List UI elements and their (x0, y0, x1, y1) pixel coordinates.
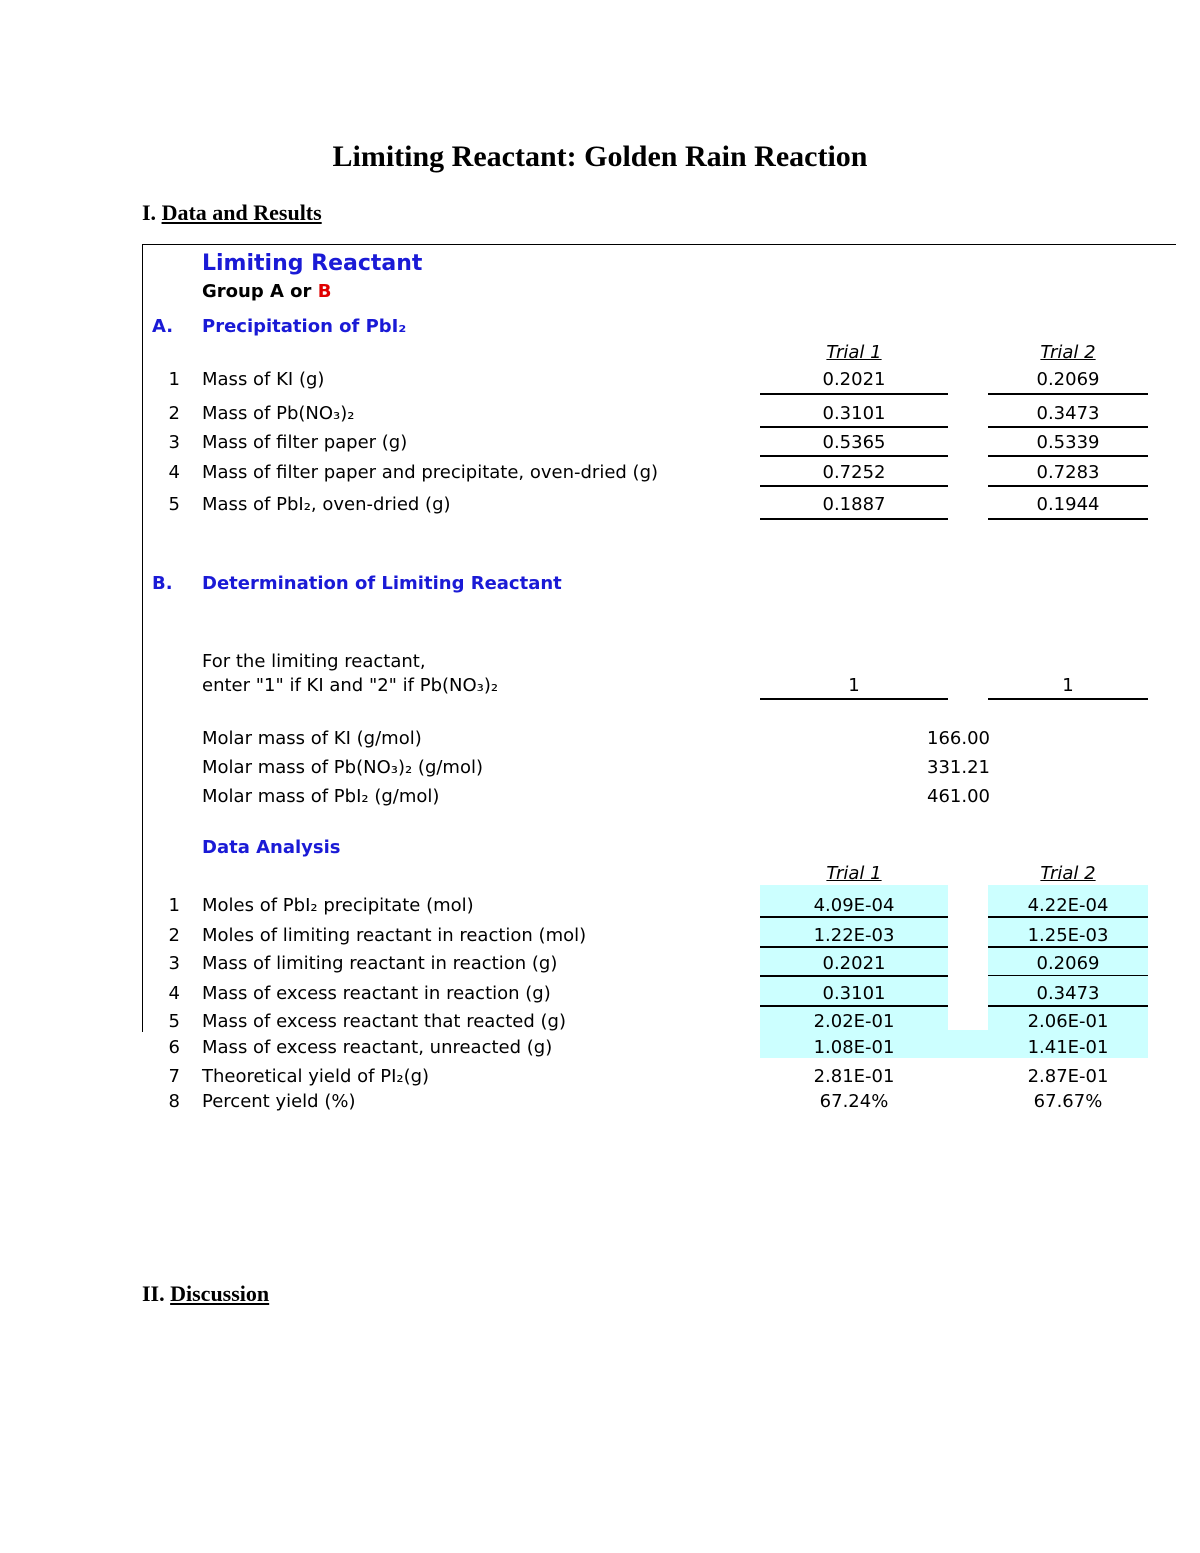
trial1-header: Trial 1 (826, 863, 882, 884)
trial2-value: 0.5339 (988, 432, 1148, 457)
cell-underline (988, 975, 1148, 976)
trial2-value: 4.22E-04 (1027, 895, 1109, 916)
trial1-value: 2.81E-01 (813, 1066, 895, 1087)
cell-underline (760, 916, 948, 918)
limiting-instruction-line2: enter "1" if KI and "2" if Pb(NO₃)₂ (202, 675, 499, 696)
section-numeral: II. (142, 1281, 165, 1306)
part-b-letter: B. (152, 573, 173, 594)
part-a-letter: A. (152, 316, 174, 337)
molar-mass-label: Molar mass of PbI₂ (g/mol) (202, 786, 440, 807)
cell-underline (760, 1005, 948, 1007)
limiting-instruction-line1: For the limiting reactant, (202, 651, 426, 672)
row-number: 1 (168, 369, 180, 390)
row-label: Mass of Pb(NO₃)₂ (202, 403, 355, 424)
row-number: 6 (168, 1037, 180, 1058)
limiting-trial1-input[interactable]: 1 (760, 675, 948, 700)
group-choice: B (317, 281, 332, 302)
trial1-value: 0.1887 (760, 494, 948, 520)
row-label: Mass of excess reactant, unreacted (g) (202, 1037, 553, 1058)
molar-mass-label: Molar mass of KI (g/mol) (202, 728, 422, 749)
trial2-header: Trial 2 (1040, 863, 1096, 884)
section-label: Data and Results (161, 200, 322, 225)
group-selector (202, 281, 331, 302)
document-title: Limiting Reactant: Golden Rain Reaction (332, 140, 868, 173)
trial2-value: 67.67% (1033, 1091, 1103, 1112)
row-label: Mass of excess reactant in reaction (g) (202, 983, 551, 1004)
trial1-header: Trial 1 (826, 342, 882, 363)
part-a-title: Precipitation of PbI₂ (202, 316, 407, 337)
trial1-value: 0.2021 (760, 369, 948, 395)
trial2-value: 2.06E-01 (1027, 1011, 1109, 1032)
trial1-value: 0.3101 (760, 403, 948, 428)
trial2-value: 1.25E-03 (1027, 925, 1109, 946)
trial1-value: 4.09E-04 (813, 895, 895, 916)
trial2-value: 0.3473 (988, 403, 1148, 428)
cell-underline (760, 946, 948, 948)
row-number: 2 (168, 403, 180, 424)
row-label: Mass of KI (g) (202, 369, 325, 390)
molar-mass-value: 166.00 (927, 728, 990, 749)
trial2-value: 0.2069 (1036, 953, 1100, 974)
trial2-value: 0.3473 (1036, 983, 1100, 1004)
row-number: 3 (168, 953, 180, 974)
row-label: Moles of PbI₂ precipitate (mol) (202, 895, 474, 916)
row-number: 5 (168, 494, 180, 515)
row-label: Mass of limiting reactant in reaction (g) (202, 953, 558, 974)
molar-mass-label: Molar mass of Pb(NO₃)₂ (g/mol) (202, 757, 484, 778)
trial1-value: 2.02E-01 (813, 1011, 895, 1032)
trial1-value: 1.08E-01 (813, 1037, 895, 1058)
row-label: Mass of filter paper and precipitate, oven-dried (g) (202, 462, 659, 483)
trial2-header: Trial 2 (1040, 342, 1096, 363)
limiting-trial2-input[interactable]: 1 (988, 675, 1148, 700)
sheet-border-left (142, 244, 143, 1032)
row-number: 2 (168, 925, 180, 946)
row-label: Mass of excess reactant that reacted (g) (202, 1011, 566, 1032)
section-label: Discussion (170, 1281, 270, 1306)
trial2-value: 0.2069 (988, 369, 1148, 395)
trial1-value: 0.7252 (760, 462, 948, 487)
molar-mass-value: 331.21 (927, 757, 990, 778)
row-number: 3 (168, 432, 180, 453)
trial1-value: 67.24% (819, 1091, 889, 1112)
cell-underline (988, 946, 1148, 948)
trial2-value: 0.7283 (988, 462, 1148, 487)
data-analysis-title: Data Analysis (202, 837, 341, 858)
molar-mass-value: 461.00 (927, 786, 990, 807)
trial1-value: 0.3101 (822, 983, 886, 1004)
trial2-value: 1.41E-01 (1027, 1037, 1109, 1058)
row-label: Mass of filter paper (g) (202, 432, 408, 453)
cell-underline (760, 975, 948, 977)
row-label: Theoretical yield of PI₂(g) (202, 1066, 430, 1087)
trial1-value: 0.2021 (822, 953, 886, 974)
section-heading-discussion (142, 1281, 269, 1307)
row-label: Moles of limiting reactant in reaction (mol) (202, 925, 587, 946)
section-numeral: I. (142, 200, 157, 225)
row-number: 1 (168, 895, 180, 916)
row-label: Percent yield (%) (202, 1091, 356, 1112)
cell-underline (988, 916, 1148, 918)
row-number: 8 (168, 1091, 180, 1112)
part-b-title: Determination of Limiting Reactant (202, 573, 562, 594)
section-heading-data-results (142, 200, 322, 226)
row-number: 4 (168, 462, 180, 483)
cell-underline (988, 1005, 1148, 1007)
trial1-value: 1.22E-03 (813, 925, 895, 946)
sheet-border-top (142, 244, 1176, 245)
group-prefix: Group A or (202, 281, 318, 302)
row-number: 5 (168, 1011, 180, 1032)
row-number: 7 (168, 1066, 180, 1087)
row-label: Mass of PbI₂, oven-dried (g) (202, 494, 451, 515)
row-number: 4 (168, 983, 180, 1004)
trial1-value: 0.5365 (760, 432, 948, 457)
trial2-value: 2.87E-01 (1027, 1066, 1109, 1087)
sheet-title: Limiting Reactant (202, 251, 423, 276)
trial2-value: 0.1944 (988, 494, 1148, 520)
